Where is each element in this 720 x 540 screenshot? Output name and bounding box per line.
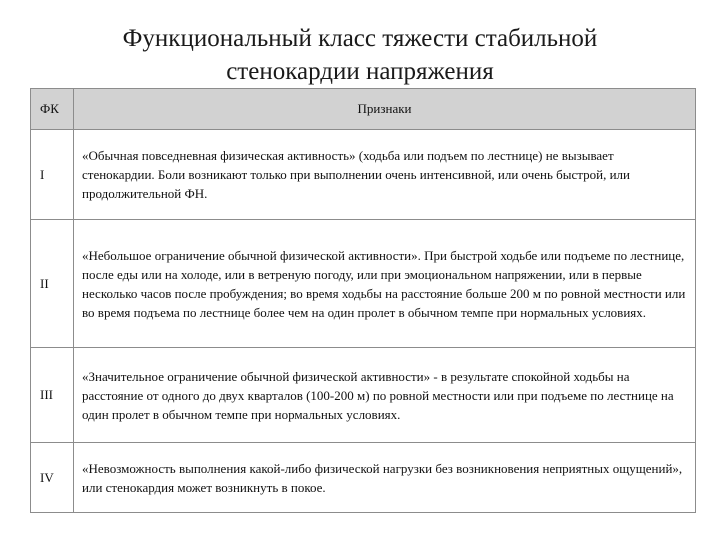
description-cell: «Невозможность выполнения какой-либо физической нагрузки без возникновения неприятных ощущений», или стенокардия может возникнуть в покое. (74, 443, 696, 513)
title-line-2: стенокардии напряжения (226, 58, 494, 85)
table-row (31, 220, 696, 348)
table-row (31, 443, 696, 513)
description-cell: «Небольшое ограничение обычной физической активности». При быстрой ходьбе или подъеме по лестнице, после еды или на холоде, или в ветреную погоду, или при эмоциональном напряжении, или в первые несколько часов после пробуждения; во время ходьбы на расстояние больше 200 м по ровной местности или во время подъема по лестнице более чем на один пролет в обычном темпе при нормальных условиях. (74, 220, 696, 348)
title-line-1: Функциональный класс тяжести стабильной (122, 25, 598, 52)
angina-class-table (30, 88, 696, 513)
description-cell: «Значительное ограничение обычной физической активности» - в результате спокойной ходьбы на расстояние от одного до двух кварталов (100-200 м) по ровной местности или при подъеме по лестнице на один пролет в обычном темпе при нормальных условиях. (74, 348, 696, 443)
page-title (60, 22, 660, 88)
description-cell: «Обычная повседневная физическая активность» (ходьба или подъем по лестнице) не вызывает стенокардии. Боли возникают только при выполнении очень интенсивной, или очень быстрой, или продолжительной ФН. (74, 130, 696, 220)
class-cell: I (31, 130, 74, 220)
header-fk: ФК (31, 89, 74, 130)
table-header-row (31, 89, 696, 130)
class-cell: III (31, 348, 74, 443)
class-cell: IV (31, 443, 74, 513)
table-row (31, 130, 696, 220)
class-cell: II (31, 220, 74, 348)
table-row (31, 348, 696, 443)
header-description: Признаки (74, 89, 696, 130)
